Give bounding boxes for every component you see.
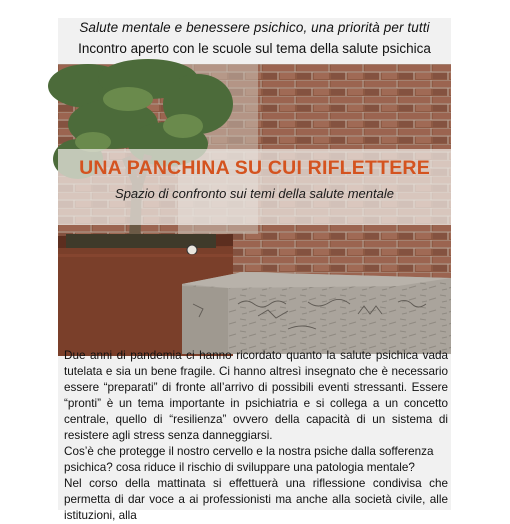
description-text bbox=[64, 348, 448, 524]
event-subtitle: Spazio di confronto sui temi della salute mentale bbox=[115, 186, 394, 201]
header-subtitle: Salute mentale e benessere psichico, una priorità per tutti bbox=[79, 20, 430, 35]
header-event-line: Incontro aperto con le scuole sul tema della salute psichica bbox=[78, 41, 431, 56]
paragraph-3: Nel corso della mattinata si effettuerà una riflessione condivisa che permetta di dar voce a ai professionisti ma anche alla società civile, alle istituzioni, alla bbox=[64, 477, 448, 522]
flyer-page bbox=[58, 18, 451, 522]
paragraph-2: Cos’è che protegge il nostro cervello e la nostra psiche dalla sofferenza psichica? cosa riduce il rischio di sviluppare una patologia mentale? bbox=[64, 445, 434, 474]
paragraph-1: Due anni di pandemia ci hanno ricordato quanto la salute psichica vada tutelata e sia un bene fragile. Ci hanno altresì insegnato che è necessario essere “preparati” di fronte all’arrivo di possibili eventi stressanti. Essere “pronti” è un tema importante in psichiatria e si collega a un concetto centrale, quello di “resilienza” ovvero della capacità di un sistema di resistere agli stress senza danneggiarsi. bbox=[64, 349, 448, 442]
event-title: UNA PANCHINA SU CUI RIFLETTERE bbox=[79, 157, 430, 179]
